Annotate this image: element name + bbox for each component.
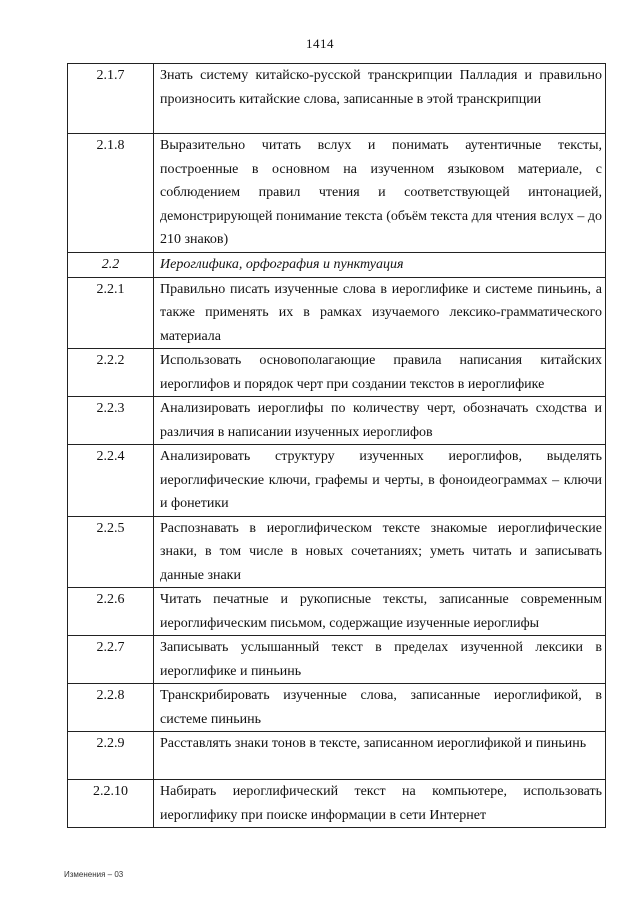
row-text: Выразительно читать вслух и понимать аутентичные тексты, построенные в основном на изученном языковом материале, с соблюдением правил чтения и соответствующей интонацией, демонстрирующей понимание текста (объём текста для чтения вслух – до 210 знаков) xyxy=(154,134,606,253)
row-text: Знать систему китайско-русской транскрипции Палладия и правильно произносить китайские слова, записанные в этой транскрипции xyxy=(154,64,606,134)
requirements-table xyxy=(67,63,606,828)
table-row xyxy=(68,64,606,134)
row-number: 2.2.7 xyxy=(68,636,154,684)
row-text: Набирать иероглифический текст на компьютере, использовать иероглифику при поиске информации в сети Интернет xyxy=(154,780,606,828)
row-number: 2.1.8 xyxy=(68,134,154,253)
row-number: 2.2.3 xyxy=(68,397,154,445)
table-row xyxy=(68,636,606,684)
row-text: Анализировать иероглифы по количеству черт, обозначать сходства и различия в написании изученных иероглифов xyxy=(154,397,606,445)
row-number: 2.2.1 xyxy=(68,277,154,349)
table-row xyxy=(68,397,606,445)
table-row xyxy=(68,277,606,349)
row-number: 2.1.7 xyxy=(68,64,154,134)
row-text: Анализировать структуру изученных иероглифов, выделять иероглифические ключи, графемы и черты, в фоноидеограммах – ключи и фонетики xyxy=(154,445,606,517)
table-row xyxy=(68,780,606,828)
footer-revision: Изменения – 03 xyxy=(64,870,124,879)
row-number: 2.2 xyxy=(68,253,154,278)
table-row xyxy=(68,134,606,253)
table-row xyxy=(68,732,606,780)
table-row xyxy=(68,445,606,517)
page-number: 1414 xyxy=(306,36,334,51)
table-row xyxy=(68,516,606,588)
row-number: 2.2.8 xyxy=(68,684,154,732)
row-number: 2.2.2 xyxy=(68,349,154,397)
table-row xyxy=(68,684,606,732)
row-text: Использовать основополагающие правила написания китайских иероглифов и порядок черт при создании текстов в иероглифике xyxy=(154,349,606,397)
row-number: 2.2.6 xyxy=(68,588,154,636)
row-text: Записывать услышанный текст в пределах изученной лексики в иероглифике и пиньинь xyxy=(154,636,606,684)
row-text: Расставлять знаки тонов в тексте, записанном иероглификой и пиньинь xyxy=(154,732,606,780)
row-text: Транскрибировать изученные слова, записанные иероглификой, в системе пиньинь xyxy=(154,684,606,732)
row-text: Читать печатные и рукописные тексты, записанные современным иероглифическим письмом, содержащие изученные иероглифы xyxy=(154,588,606,636)
section-title: Иероглифика, орфография и пунктуация xyxy=(154,253,606,278)
table-row xyxy=(68,349,606,397)
row-number: 2.2.5 xyxy=(68,516,154,588)
section-row xyxy=(68,253,606,278)
row-number: 2.2.10 xyxy=(68,780,154,828)
row-text: Правильно писать изученные слова в иероглифике и системе пиньинь, а также применять их в рамках изучаемого лексико-грамматического материала xyxy=(154,277,606,349)
table-row xyxy=(68,588,606,636)
row-number: 2.2.4 xyxy=(68,445,154,517)
row-text: Распознавать в иероглифическом тексте знакомые иероглифические знаки, в том числе в новых сочетаниях; уметь читать и записывать данные знаки xyxy=(154,516,606,588)
row-number: 2.2.9 xyxy=(68,732,154,780)
